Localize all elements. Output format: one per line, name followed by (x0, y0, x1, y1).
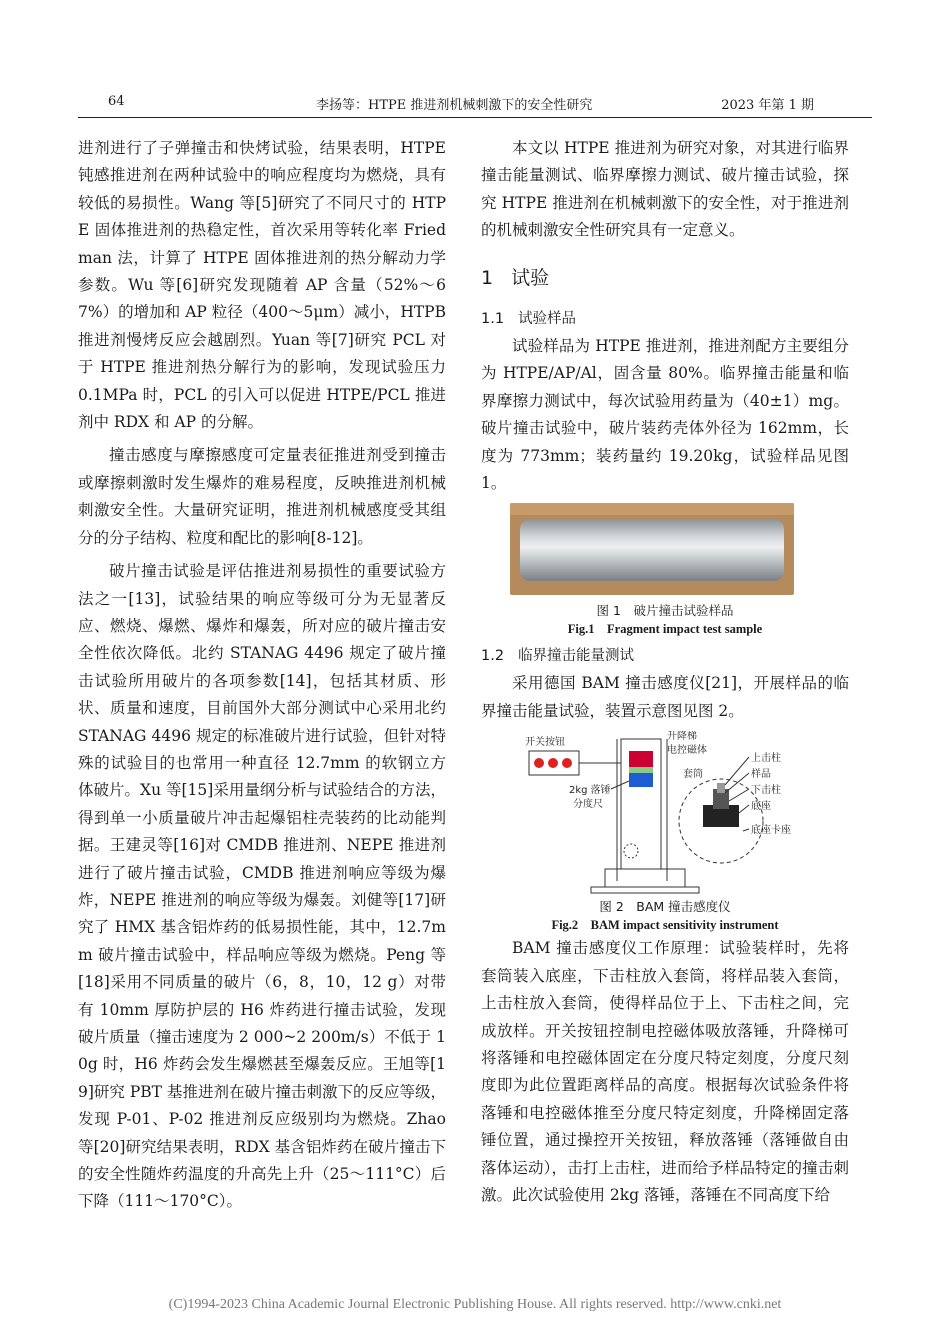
fig2-bam-diagram (481, 731, 849, 899)
paragraph: BAM 撞击感度仪工作原理：试验装样时，先将套筒装入底座，下击柱放入套筒，将样品装入套筒，上击柱放入套筒，使得样品位于上、下击柱之间，完成放样。开关按钮控制电控磁体吸放落锤，升降梯可将落锤和电控磁体固定在分度尺特定刻度，分度尺刻度即为此位置距离样品的高度。根据每次试验条件将落锤和电控磁体推至分度尺特定刻度，升降梯固定落锤位置，通过操控开关按钮，释放落锤（落锤做自由落体运动），击打上击柱，进而给予样品特定的撞击刺激。此次试验使用 2kg 落锤，落锤在不同高度下给 (481, 939, 849, 1204)
paragraph: 试验样品为 HTPE 推进剂，推进剂配方主要组分为 HTPE/AP/Al，固含量 80%。临界撞击能量和临界摩擦力测试中，每次试验用药量为（40±1）mg。破片撞击试验中，破片装药壳体外径为 162mm，长度为 773mm；装药量约 19.20kg，试验样品见图 1。 (481, 337, 849, 493)
paragraph: 破片撞击试验是评估推进剂易损性的重要试验方法之一[13]，试验结果的响应等级可分为无显著反应、燃烧、爆燃、爆炸和爆轰，所对应的破片撞击安全性依次降低。北约 STANAG 4496 规定了破片撞击试验所用破片的各项参数[14]，包括其材质、形状、质量和速度，目前国外大部分测试中心采用北约 STANAG 4496 规定的标准破片进行试验，但针对特殊的试验目的也常用一种直径 12.7mm 的软钢立方体破片。Xu 等[15]采用量纲分析与试验结合的方法，得到单一小质量破片冲击起爆铝柱壳装药的比动能判据。王建灵等[16]对 CMDB 推进剂、NEPE 推进剂进行了破片撞击试验，CMDB 推进剂响应等级为爆炸，NEPE 推进剂的响应等级为爆轰。刘健等[17]研究了 HMX 基含铝炸药的低易损性能，其中，12.7mm 破片撞击试验中，样品响应等级为燃烧。Peng 等[18]采用不同质量的破片（6，8，10，12 g）对带有 10mm 厚防护层的 H6 炸药进行撞击试验，发现破片质量（撞击速度为 2 000~2 200m/s）不低于 10g 时，H6 炸药会发生爆燃甚至爆轰反应。王旭等[19]研究 PBT 基推进剂在破片撞击刺激下的反应等级，发现 P-01、P-02 推进剂反应级别均为燃烧。Zhao 等[20]研究结果表明，RDX 基含铝炸药在破片撞击下的安全性随炸药温度的升高先上升（25～111°C）后下降（111～170°C）。 (78, 562, 446, 1211)
paragraph: 撞击感度与摩擦感度可定量表征推进剂受到撞击或摩擦刺激时发生爆炸的难易程度，反映推进剂机械刺激安全性。大量研究证明，推进剂机械感度受其组分的分子结构、粒度和配比的影响[8-12]。 (78, 446, 446, 547)
label-sample: 样品 (751, 769, 771, 781)
fig1-caption-zh: 图 1 破片撞击试验样品 (596, 603, 734, 619)
fig1-caption-en: Fig.1 Fragment impact test sample (567, 622, 763, 637)
issue-label: 2023 年第 1 期 (721, 98, 814, 113)
page-header (78, 94, 872, 116)
fig2-caption-en: Fig.2 BAM impact sensitivity instrument (551, 918, 779, 933)
label-scale: 分度尺 (573, 799, 603, 811)
copyright-footer: (C)1994-2023 China Academic Journal Electronic Publishing House. All rights reserved. http://www.cnki.net (168, 1297, 782, 1312)
paragraph: 本文以 HTPE 推进剂为研究对象，对其进行临界撞击能量测试、临界摩擦力测试、破片撞击试验，探究 HTPE 推进剂在机械刺激下的安全性，对于推进剂的机械刺激安全性研究具有一定意义。 (481, 139, 849, 240)
switch-light-icon (548, 758, 558, 768)
label-switch: 开关按钮 (525, 737, 565, 749)
paragraph: 进剂进行了子弹撞击和快烤试验，结果表明，HTPE 钝感推进剂在两种试验中的响应程度均为燃烧，具有较低的易损性。Wang 等[5]研究了不同尺寸的 HTPE 固体推进剂的热稳定性，首次采用等转化率 Friedman 法，计算了 HTPE 固体推进剂的热分解动力学参数。Wu 等[6]研究发现随着 AP 含量（52%～67%）的增加和 AP 粒径（400～5μm）减小，HTPB 推进剂慢烤反应会越剧烈。Yuan 等[7]研究 PCL 对于 HTPE 推进剂热分解行为的影响，发现试验压力 0.1MPa 时，PCL 的引入可以促进 HTPE/PCL 推进剂中 RDX 和 AP 的分解。 (78, 139, 446, 432)
label-upper: 上击柱 (751, 753, 781, 765)
subsection-heading: 1.1 试验样品 (481, 311, 577, 328)
label-magnet: 电控磁体 (667, 745, 707, 757)
switch-light-icon (534, 758, 544, 768)
label-sleeve: 套筒 (683, 769, 703, 781)
label-base-holder: 底座卡座 (751, 825, 791, 837)
subsection-heading: 1.2 临界撞击能量测试 (481, 648, 635, 665)
label-base: 底座 (751, 801, 771, 813)
page-number: 64 (108, 94, 125, 109)
switch-light-icon (562, 758, 572, 768)
right-column (481, 135, 849, 1209)
label-lower: 下击柱 (751, 785, 781, 797)
fig1-sample-photo (510, 503, 794, 595)
header-rule (78, 117, 872, 118)
running-title: 李扬等：HTPE 推进剂机械刺激下的安全性研究 (316, 98, 593, 113)
fig2-caption-zh: 图 2 BAM 撞击感度仪 (599, 899, 731, 915)
label-lift: 升降梯 (667, 731, 697, 743)
section-heading: 1 试验 (481, 266, 550, 289)
label-hammer: 2kg 落锤 (569, 785, 611, 797)
paragraph: 采用德国 BAM 撞击感度仪[21]，开展样品的临界撞击能量试验，装置示意图见图 2。 (481, 674, 849, 720)
left-column (78, 135, 446, 1216)
